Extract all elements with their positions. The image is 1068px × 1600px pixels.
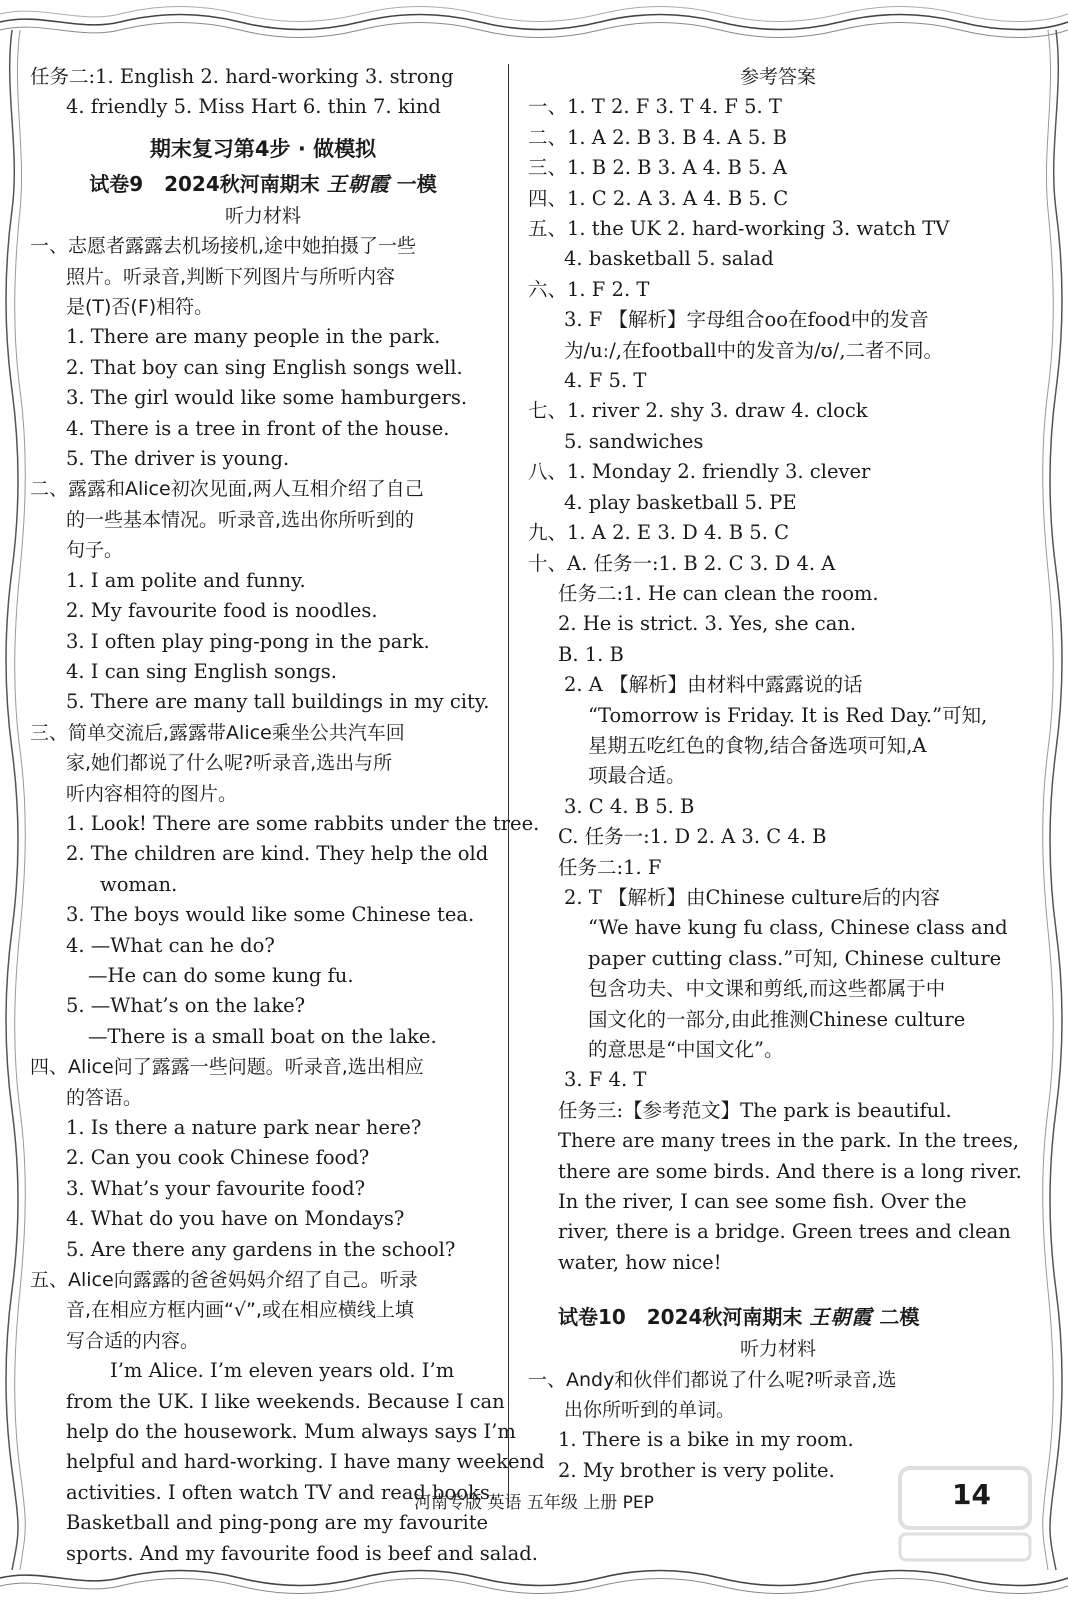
paper9-year: 2024秋河南期末 xyxy=(164,171,320,196)
answer-line: 任务二:1. He can clean the room. xyxy=(558,581,879,605)
s3-item: 1. Look! There are some rabbits under the tree. xyxy=(66,811,540,835)
brand-logo: 王朝霞 xyxy=(326,171,390,196)
answer-line: river, there is a bridge. Green trees and clean xyxy=(558,1220,1011,1244)
paper9-label: 试卷9 xyxy=(89,171,144,196)
answer-line: B. 1. B xyxy=(558,642,624,666)
listening-heading: 听力材料 xyxy=(739,1338,816,1361)
s5-line3: 写合适的内容。 xyxy=(66,1329,200,1352)
s4-item: 5. Are there any gardens in the school? xyxy=(66,1237,456,1261)
answer-line: 3. F 【解析】字母组合oo在food中的发音 xyxy=(564,308,929,332)
s1-item: 5. The driver is young. xyxy=(66,447,290,471)
s2-line2: 的一些基本情况。听录音,选出你所听到的 xyxy=(66,508,415,531)
paper10-year: 2024秋河南期末 xyxy=(646,1305,803,1330)
answer-line: there are some birds. And there is a long river. xyxy=(558,1159,1022,1183)
answer-line: 包含功夫、中文课和剪纸,而这些都属于中 xyxy=(588,977,946,1001)
s4-line2: 的答语。 xyxy=(66,1086,143,1109)
s1-item: 3. The girl would like some hamburgers. xyxy=(66,386,468,410)
answer-line: 任务三:【参考范文】The park is beautiful. xyxy=(558,1098,952,1122)
s1-line1: 一、志愿者露露去机场接机,途中她拍摄了一些 xyxy=(30,235,417,258)
paper10-suffix: 二模 xyxy=(879,1305,920,1330)
answers-title: 参考答案 xyxy=(739,66,816,88)
s2-item: 4. I can sing English songs. xyxy=(66,659,338,683)
answer-line: 二、1. A 2. B 3. B 4. A 5. B xyxy=(528,125,787,149)
answer-line: 一、1. T 2. F 3. T 4. F 5. T xyxy=(528,95,782,119)
answer-line: 4. F 5. T xyxy=(564,369,647,393)
s3-item: 5. —What’s on the lake? xyxy=(66,994,306,1018)
answer-line: “We have kung fu class, Chinese class and xyxy=(588,916,1008,940)
answer-line: 九、1. A 2. E 3. D 4. B 5. C xyxy=(528,521,790,545)
answer-line: paper cutting class.”可知, Chinese culture xyxy=(588,946,1002,970)
answer-line: C. 任务一:1. D 2. A 3. C 4. B xyxy=(558,825,827,849)
answer-line: “Tomorrow is Friday. It is Red Day.”可知, xyxy=(588,703,988,727)
answer-line: 3. C 4. B 5. B xyxy=(564,794,695,818)
s1-item: 2. That boy can sing English songs well. xyxy=(66,355,463,379)
s3-item: —There is a small boat on the lake. xyxy=(88,1024,437,1048)
s1-line2: 照片。听录音,判断下列图片与所听内容 xyxy=(66,265,396,288)
answer-line: 项最合适。 xyxy=(588,764,686,788)
s3-item: 2. The children are kind. They help the old xyxy=(66,842,489,866)
s3-item: —He can do some kung fu. xyxy=(88,963,354,987)
page-number: 14 xyxy=(952,1478,991,1511)
s2-item: 2. My favourite food is noodles. xyxy=(66,599,378,623)
s5-paragraph-line: helpful and hard-working. I have many weekend xyxy=(66,1450,545,1474)
p10-s1-line2: 出你所听到的单词。 xyxy=(564,1399,736,1422)
s5-paragraph-line: I’m Alice. I’m eleven years old. I’m xyxy=(110,1359,455,1383)
s5-paragraph-line: Basketball and ping-pong are my favourite xyxy=(66,1511,489,1535)
s2-item: 1. I am polite and funny. xyxy=(66,568,306,592)
s5-paragraph-line: sports. And my favourite food is beef and salad. xyxy=(66,1541,538,1565)
task2-answers-line1: 任务二:1. English 2. hard-working 3. strong xyxy=(30,65,454,88)
s2-item: 5. There are many tall buildings in my city. xyxy=(66,690,490,714)
p10-item: 1. There is a bike in my room. xyxy=(558,1428,854,1452)
s3-item: 4. —What can he do? xyxy=(66,933,275,957)
s5-paragraph-line: from the UK. I like weekends. Because I can xyxy=(66,1389,505,1413)
s5-line2: 音,在相应方框内画“√”,或在相应横线上填 xyxy=(66,1299,414,1322)
s3-item: woman. xyxy=(100,872,178,896)
answer-line: 2. A 【解析】由材料中露露说的话 xyxy=(564,673,863,697)
answer-line: 十、A. 任务一:1. B 2. C 3. D 4. A xyxy=(528,551,836,575)
paper9-title xyxy=(30,167,496,201)
s3-line2: 家,她们都说了什么呢?听录音,选出与所 xyxy=(66,752,393,775)
answer-line: 七、1. river 2. shy 3. draw 4. clock xyxy=(528,399,868,423)
s5-paragraph-line: help do the housework. Mum always says I’m xyxy=(66,1420,516,1444)
s2-line3: 句子。 xyxy=(66,539,124,562)
answer-line: There are many trees in the park. In the trees, xyxy=(558,1129,1019,1153)
answer-line: water, how nice! xyxy=(558,1250,722,1274)
s2-item: 3. I often play ping-pong in the park. xyxy=(66,629,430,653)
answer-line: 2. T 【解析】由Chinese culture后的内容 xyxy=(564,885,941,909)
task2-answers-line2: 4. friendly 5. Miss Hart 6. thin 7. kind xyxy=(66,95,441,119)
answer-line: 八、1. Monday 2. friendly 3. clever xyxy=(528,460,871,484)
decorative-left-border xyxy=(0,30,26,1570)
s4-item: 4. What do you have on Mondays? xyxy=(66,1207,405,1231)
answer-line: 2. He is strict. 3. Yes, she can. xyxy=(558,612,857,636)
answer-line: 国文化的一部分,由此推测Chinese culture xyxy=(588,1007,966,1031)
s4-line1: 四、Alice问了露露一些问题。听录音,选出相应 xyxy=(30,1056,424,1079)
answer-line: 三、1. B 2. B 3. A 4. B 5. A xyxy=(528,156,787,180)
s1-item: 4. There is a tree in front of the house. xyxy=(66,416,450,440)
paper9-suffix: 一模 xyxy=(396,171,437,196)
answer-line: 为/uː/,在football中的发音为/ʊ/,二者不同。 xyxy=(564,338,944,362)
answer-line: 任务二:1. F xyxy=(558,855,662,879)
s5-line1: 五、Alice向露露的爸爸妈妈介绍了自己。听录 xyxy=(30,1269,418,1292)
brand-logo: 王朝霞 xyxy=(809,1305,873,1330)
footer-info: 河南专版 英语 五年级 上册 PEP xyxy=(414,1493,654,1513)
decorative-right-border xyxy=(1042,30,1068,1570)
watermark-logo-icon xyxy=(890,1458,1040,1568)
s2-line1: 二、露露和Alice初次见面,两人互相介绍了自己 xyxy=(30,478,424,501)
right-column xyxy=(528,62,1028,1486)
s3-line1: 三、简单交流后,露露带Alice乘坐公共汽车回 xyxy=(30,721,405,744)
s5-paragraph-line: activities. I often watch TV and read books. xyxy=(66,1480,497,1504)
answer-line: 五、1. the UK 2. hard-working 3. watch TV xyxy=(528,217,950,241)
answer-line: 六、1. F 2. T xyxy=(528,277,650,301)
paper10-label: 试卷10 xyxy=(558,1305,626,1330)
answer-line: 5. sandwiches xyxy=(564,429,704,453)
s1-line3: 是(T)否(F)相符。 xyxy=(66,296,214,319)
p10-s1-line1: 一、Andy和伙伴们都说了什么呢?听录音,选 xyxy=(528,1368,897,1391)
answer-line: 3. F 4. T xyxy=(564,1068,647,1092)
answer-line: 四、1. C 2. A 3. A 4. B 5. C xyxy=(528,186,789,210)
answer-line: In the river, I can see some fish. Over the xyxy=(558,1190,967,1214)
column-divider xyxy=(508,64,509,1504)
s3-item: 3. The boys would like some Chinese tea. xyxy=(66,903,475,927)
paper10-title xyxy=(528,1300,1028,1334)
answer-line: 4. play basketball 5. PE xyxy=(564,490,797,514)
answer-line: 星期五吃红色的食物,结合备选项可知,A xyxy=(588,733,927,757)
answer-line: 4. basketball 5. salad xyxy=(564,247,774,271)
decorative-top-border xyxy=(0,0,1068,44)
p10-item: 2. My brother is very polite. xyxy=(558,1458,835,1482)
answer-line: 的意思是“中国文化”。 xyxy=(588,1038,784,1061)
section-title: 期末复习第4步 · 做模拟 xyxy=(149,136,377,161)
listening-heading: 听力材料 xyxy=(224,204,301,227)
s3-line3: 听内容相符的图片。 xyxy=(66,782,238,805)
s4-item: 3. What’s your favourite food? xyxy=(66,1176,366,1200)
s4-item: 1. Is there a nature park near here? xyxy=(66,1116,422,1139)
s4-item: 2. Can you cook Chinese food? xyxy=(66,1146,370,1170)
s1-item: 1. There are many people in the park. xyxy=(66,325,441,349)
